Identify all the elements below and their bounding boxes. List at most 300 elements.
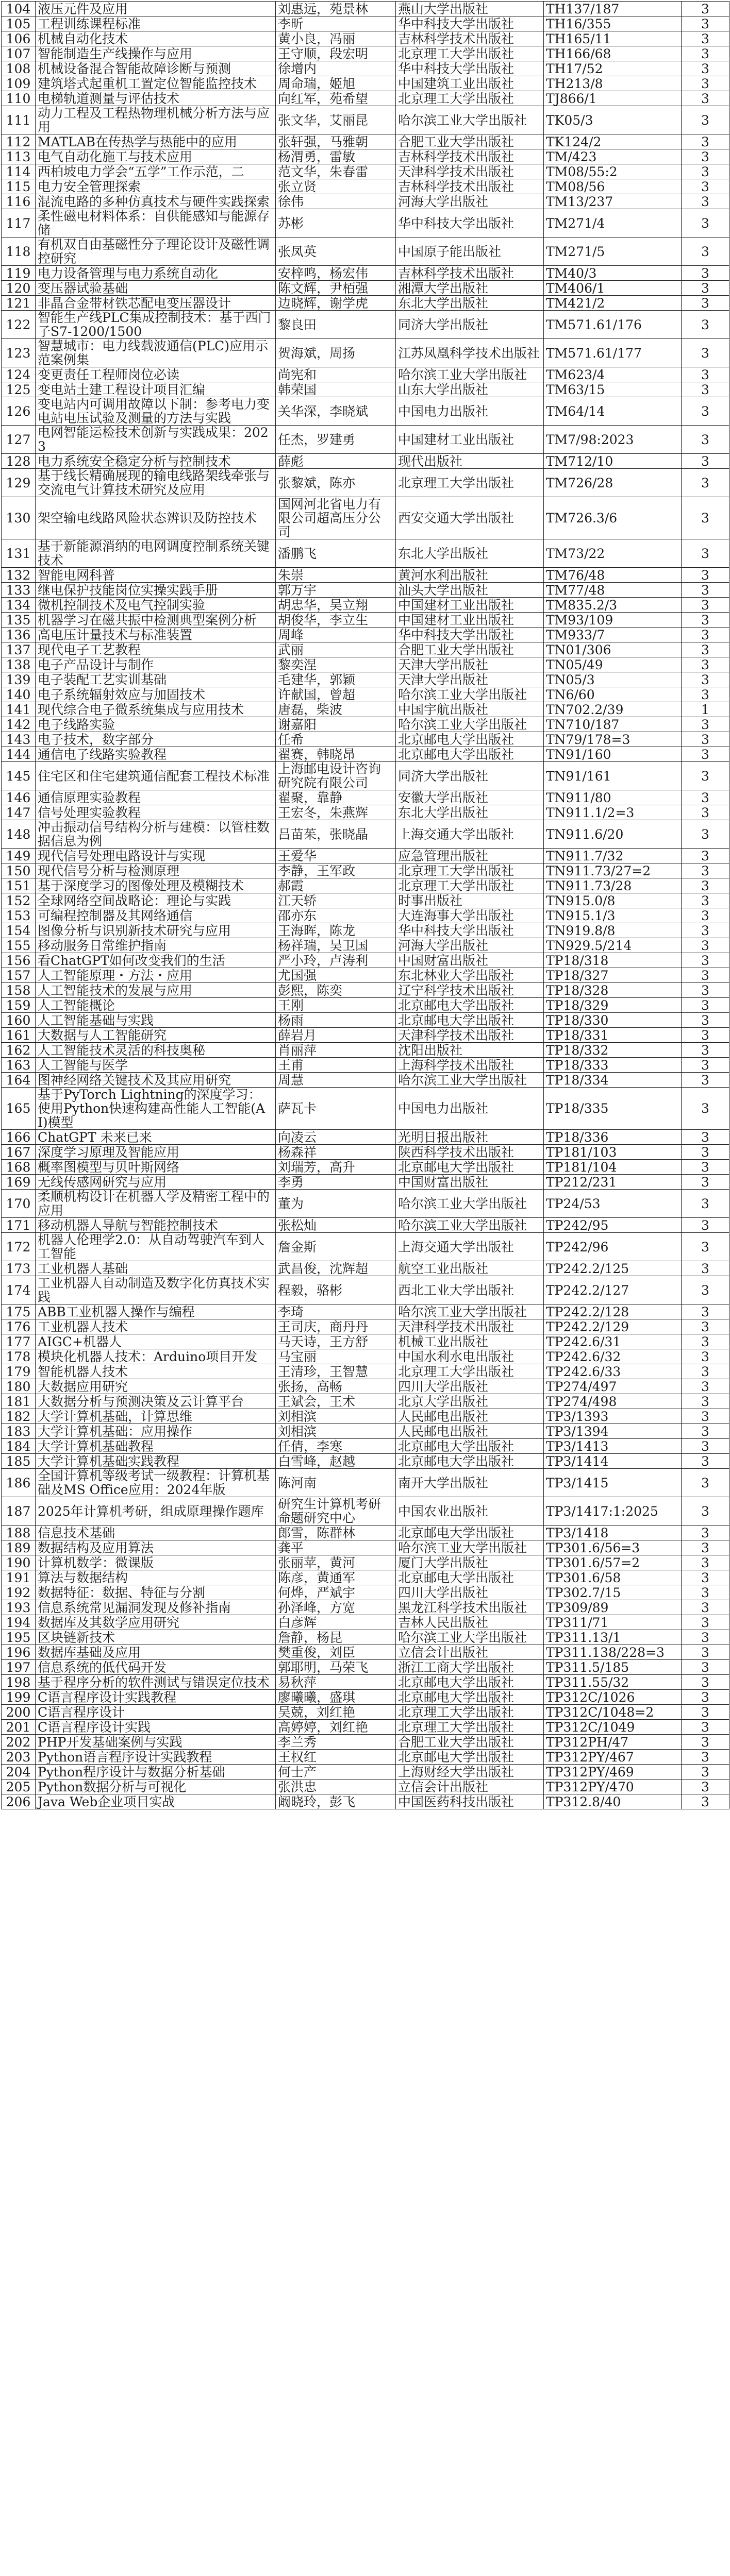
book-quantity-cell: 3 — [682, 311, 729, 339]
book-publisher-cell: 江苏凤凰科学技术出版社 — [396, 339, 544, 367]
book-quantity-cell: 3 — [682, 657, 729, 672]
book-author-cell: 李昕 — [276, 16, 396, 31]
table-row — [2, 134, 729, 149]
book-publisher-cell: 中国建材工业出版社 — [396, 598, 544, 613]
row-number-cell: 113 — [2, 149, 36, 164]
table-row — [2, 1765, 729, 1780]
book-author-cell: 樊重俊，刘臣 — [276, 1645, 396, 1660]
row-number-cell: 123 — [2, 339, 36, 367]
book-author-cell: 徐伟 — [276, 194, 396, 209]
table-row — [2, 938, 729, 953]
book-publisher-cell: 立信会计出版社 — [396, 1780, 544, 1794]
book-call-number-cell: TP3/1414 — [544, 1454, 682, 1469]
book-quantity-cell: 3 — [682, 61, 729, 76]
table-row — [2, 863, 729, 878]
book-author-cell: 李兰秀 — [276, 1735, 396, 1750]
table-row — [2, 878, 729, 893]
book-quantity-cell: 3 — [682, 2, 729, 16]
row-number-cell: 181 — [2, 1394, 36, 1409]
book-call-number-cell: TM63/15 — [544, 382, 682, 397]
book-author-cell: 向红军，苑希望 — [276, 91, 396, 106]
book-quantity-cell: 3 — [682, 1261, 729, 1276]
table-row — [2, 762, 729, 790]
table-row — [2, 923, 729, 938]
row-number-cell: 152 — [2, 893, 36, 908]
book-publisher-cell: 北京邮电大学出版社 — [396, 1570, 544, 1585]
book-title-cell: 住宅区和住宅建筑通信配套工程技术标准 — [36, 762, 276, 790]
book-quantity-cell: 3 — [682, 149, 729, 164]
book-quantity-cell: 3 — [682, 747, 729, 762]
book-author-cell: 谢嘉阳 — [276, 717, 396, 732]
book-title-cell: 智能电网科普 — [36, 568, 276, 583]
table-row — [2, 497, 729, 539]
book-publisher-cell: 燕山大学出版社 — [396, 2, 544, 16]
row-number-cell: 157 — [2, 968, 36, 983]
book-call-number-cell: TN915.0/8 — [544, 893, 682, 908]
book-quantity-cell: 3 — [682, 469, 729, 497]
book-publisher-cell: 上海交通大学出版社 — [396, 1233, 544, 1261]
table-row — [2, 790, 729, 805]
table-row — [2, 2, 729, 16]
book-quantity-cell: 3 — [682, 820, 729, 849]
row-number-cell: 156 — [2, 953, 36, 968]
book-call-number-cell: TP312PY/469 — [544, 1765, 682, 1780]
book-call-number-cell: TM13/237 — [544, 194, 682, 209]
table-row — [2, 209, 729, 238]
row-number-cell: 189 — [2, 1540, 36, 1555]
book-quantity-cell: 3 — [682, 762, 729, 790]
book-author-cell: 王斌会，王术 — [276, 1394, 396, 1409]
row-number-cell: 116 — [2, 194, 36, 209]
book-publisher-cell: 吉林人民出版社 — [396, 1615, 544, 1630]
book-quantity-cell: 3 — [682, 426, 729, 454]
book-author-cell: 廖曦曦，盛琪 — [276, 1690, 396, 1705]
book-publisher-cell: 吉林科学技术出版社 — [396, 149, 544, 164]
row-number-cell: 124 — [2, 367, 36, 382]
book-author-cell: 王权红 — [276, 1750, 396, 1765]
book-author-cell: 张洪忠 — [276, 1780, 396, 1794]
table-row — [2, 1750, 729, 1765]
book-title-cell: 现代综合电子微系统集成与应用技术 — [36, 702, 276, 717]
book-author-cell: 张轩强，马雅朝 — [276, 134, 396, 149]
row-number-cell: 178 — [2, 1349, 36, 1364]
table-row — [2, 1233, 729, 1261]
row-number-cell: 129 — [2, 469, 36, 497]
book-title-cell: 建筑塔式起重机工置定位智能监控技术 — [36, 76, 276, 91]
book-title-cell: 动力工程及工程热物理机械分析方法与应用 — [36, 106, 276, 134]
book-quantity-cell: 3 — [682, 296, 729, 311]
table-row — [2, 1705, 729, 1720]
row-number-cell: 183 — [2, 1424, 36, 1439]
book-quantity-cell: 3 — [682, 923, 729, 938]
book-call-number-cell: TP312C/1026 — [544, 1690, 682, 1705]
book-call-number-cell: TP212/231 — [544, 1175, 682, 1190]
book-call-number-cell: TM571.61/176 — [544, 311, 682, 339]
book-title-cell: C语言程序设计 — [36, 1705, 276, 1720]
row-number-cell: 206 — [2, 1794, 36, 1809]
table-row — [2, 747, 729, 762]
book-call-number-cell: TP18/335 — [544, 1088, 682, 1130]
book-author-cell: 何士产 — [276, 1765, 396, 1780]
table-row — [2, 1394, 729, 1409]
book-title-cell: 信号处理实验教程 — [36, 805, 276, 820]
book-author-cell: 王司庆，商丹丹 — [276, 1319, 396, 1334]
row-number-cell: 177 — [2, 1334, 36, 1349]
table-row — [2, 454, 729, 469]
book-call-number-cell: TP311.55/32 — [544, 1675, 682, 1690]
book-quantity-cell: 3 — [682, 1585, 729, 1600]
book-publisher-cell: 东北大学出版社 — [396, 539, 544, 568]
book-call-number-cell: TM271/4 — [544, 209, 682, 238]
book-author-cell: 研究生计算机考研命题研究中心 — [276, 1497, 396, 1526]
book-call-number-cell: TM933/7 — [544, 628, 682, 642]
book-quantity-cell: 3 — [682, 367, 729, 382]
book-quantity-cell: 3 — [682, 893, 729, 908]
book-title-cell: 大学计算机基础，计算思维 — [36, 1409, 276, 1424]
table-row — [2, 1043, 729, 1058]
table-row — [2, 1690, 729, 1705]
book-publisher-cell: 中国电力出版社 — [396, 397, 544, 426]
book-publisher-cell: 立信会计出版社 — [396, 1645, 544, 1660]
book-title-cell: 人工智能概论 — [36, 998, 276, 1013]
row-number-cell: 174 — [2, 1276, 36, 1304]
book-publisher-cell: 哈尔滨工业大学出版社 — [396, 367, 544, 382]
row-number-cell: 118 — [2, 238, 36, 266]
book-call-number-cell: TN79/178=3 — [544, 732, 682, 747]
book-title-cell: 人工智能与医学 — [36, 1058, 276, 1073]
book-title-cell: 现代电子工艺教程 — [36, 642, 276, 657]
book-call-number-cell: TP18/332 — [544, 1043, 682, 1058]
book-call-number-cell: TP312C/1048=2 — [544, 1705, 682, 1720]
book-quantity-cell: 3 — [682, 849, 729, 863]
book-call-number-cell: TP242/96 — [544, 1233, 682, 1261]
table-row — [2, 1218, 729, 1233]
book-publisher-cell: 航空工业出版社 — [396, 1261, 544, 1276]
book-quantity-cell: 3 — [682, 1794, 729, 1809]
book-author-cell: 陈彦，黄通军 — [276, 1570, 396, 1585]
book-publisher-cell: 时事出版社 — [396, 893, 544, 908]
book-call-number-cell: TH213/8 — [544, 76, 682, 91]
book-publisher-cell: 应急管理出版社 — [396, 849, 544, 863]
book-call-number-cell: TK124/2 — [544, 134, 682, 149]
book-title-cell: 图像分析与识别新技术研究与应用 — [36, 923, 276, 938]
book-call-number-cell: TP312.8/40 — [544, 1794, 682, 1809]
book-author-cell: 杨森祥 — [276, 1145, 396, 1160]
book-title-cell: 继电保护技能岗位实操实践手册 — [36, 583, 276, 598]
row-number-cell: 171 — [2, 1218, 36, 1233]
book-title-cell: 数据特征：数据、特征与分割 — [36, 1585, 276, 1600]
book-quantity-cell: 3 — [682, 672, 729, 687]
book-publisher-cell: 哈尔滨工业大学出版社 — [396, 106, 544, 134]
book-author-cell: 向凌云 — [276, 1130, 396, 1145]
table-row — [2, 717, 729, 732]
table-row — [2, 583, 729, 598]
table-row — [2, 1600, 729, 1615]
book-title-cell: 信息系统的低代码开发 — [36, 1660, 276, 1675]
book-title-cell: 电子装配工艺实训基础 — [36, 672, 276, 687]
book-call-number-cell: TM421/2 — [544, 296, 682, 311]
book-author-cell: 詹静，杨昆 — [276, 1630, 396, 1645]
book-title-cell: 数据库及其数学应用研究 — [36, 1615, 276, 1630]
book-publisher-cell: 北京理工大学出版社 — [396, 1720, 544, 1735]
book-call-number-cell: TM40/3 — [544, 266, 682, 281]
table-row — [2, 628, 729, 642]
row-number-cell: 159 — [2, 998, 36, 1013]
book-author-cell: 韩荣国 — [276, 382, 396, 397]
book-title-cell: 机器学习在磁共振中检测典型案例分析 — [36, 613, 276, 628]
book-author-cell: 胡忠华，吴立翔 — [276, 598, 396, 613]
book-quantity-cell: 3 — [682, 1690, 729, 1705]
book-publisher-cell: 中国财富出版社 — [396, 1175, 544, 1190]
row-number-cell: 188 — [2, 1526, 36, 1540]
table-row — [2, 805, 729, 820]
book-author-cell: 任希 — [276, 732, 396, 747]
book-author-cell: 王宏冬，朱燕辉 — [276, 805, 396, 820]
book-quantity-cell: 3 — [682, 339, 729, 367]
book-quantity-cell: 3 — [682, 1349, 729, 1364]
book-title-cell: Python数据分析与可视化 — [36, 1780, 276, 1794]
row-number-cell: 104 — [2, 2, 36, 16]
table-row — [2, 31, 729, 46]
book-title-cell: 大数据应用研究 — [36, 1379, 276, 1394]
book-publisher-cell: 中国宇航出版社 — [396, 702, 544, 717]
book-publisher-cell: 光明日报出版社 — [396, 1130, 544, 1145]
book-call-number-cell: TN911.6/20 — [544, 820, 682, 849]
table-row — [2, 61, 729, 76]
table-row — [2, 968, 729, 983]
book-publisher-cell: 北京理工大学出版社 — [396, 469, 544, 497]
row-number-cell: 111 — [2, 106, 36, 134]
book-quantity-cell: 1 — [682, 702, 729, 717]
book-author-cell: 张黎斌，陈亦 — [276, 469, 396, 497]
book-publisher-cell: 合肥工业大学出版社 — [396, 134, 544, 149]
book-title-cell: 智能机器人技术 — [36, 1364, 276, 1379]
book-author-cell: 徐增内 — [276, 61, 396, 76]
row-number-cell: 198 — [2, 1675, 36, 1690]
book-author-cell: 胡俊华，李立生 — [276, 613, 396, 628]
book-publisher-cell: 北京邮电大学出版社 — [396, 1750, 544, 1765]
book-author-cell: 薛彪 — [276, 454, 396, 469]
book-publisher-cell: 黑龙江科学技术出版社 — [396, 1600, 544, 1615]
book-call-number-cell: TM08/55:2 — [544, 164, 682, 179]
book-call-number-cell: TP181/103 — [544, 1145, 682, 1160]
book-publisher-cell: 哈尔滨工业大学出版社 — [396, 1630, 544, 1645]
book-title-cell: 智能制造生产线操作与应用 — [36, 46, 276, 61]
book-author-cell: 白雪峰，赵越 — [276, 1454, 396, 1469]
book-publisher-cell: 北京理工大学出版社 — [396, 878, 544, 893]
book-publisher-cell: 西北工业大学出版社 — [396, 1276, 544, 1304]
book-call-number-cell: TP309/89 — [544, 1600, 682, 1615]
book-quantity-cell: 3 — [682, 539, 729, 568]
table-row — [2, 1013, 729, 1028]
book-quantity-cell: 3 — [682, 642, 729, 657]
book-call-number-cell: TP242.6/33 — [544, 1364, 682, 1379]
table-row — [2, 983, 729, 998]
book-publisher-cell: 哈尔滨工业大学出版社 — [396, 717, 544, 732]
table-row — [2, 1780, 729, 1794]
book-call-number-cell: TM623/4 — [544, 367, 682, 382]
book-publisher-cell: 河海大学出版社 — [396, 938, 544, 953]
row-number-cell: 202 — [2, 1735, 36, 1750]
book-title-cell: 深度学习原理及智能应用 — [36, 1145, 276, 1160]
book-title-cell: 人工智能基础与实践 — [36, 1013, 276, 1028]
table-row — [2, 1469, 729, 1497]
table-row — [2, 179, 729, 194]
book-publisher-cell: 合肥工业大学出版社 — [396, 642, 544, 657]
book-call-number-cell: TH165/11 — [544, 31, 682, 46]
book-call-number-cell: TP24/53 — [544, 1190, 682, 1218]
book-author-cell: 高婷婷，刘红艳 — [276, 1720, 396, 1735]
book-call-number-cell: TP311.5/185 — [544, 1660, 682, 1675]
book-publisher-cell: 天津大学出版社 — [396, 657, 544, 672]
table-row — [2, 76, 729, 91]
book-call-number-cell: TN911/80 — [544, 790, 682, 805]
table-row — [2, 539, 729, 568]
book-quantity-cell: 3 — [682, 1439, 729, 1454]
row-number-cell: 133 — [2, 583, 36, 598]
book-call-number-cell: TH17/52 — [544, 61, 682, 76]
book-call-number-cell: TP18/329 — [544, 998, 682, 1013]
table-row — [2, 672, 729, 687]
row-number-cell: 110 — [2, 91, 36, 106]
book-call-number-cell: TP242.6/32 — [544, 1349, 682, 1364]
book-publisher-cell: 同济大学出版社 — [396, 311, 544, 339]
table-row — [2, 1145, 729, 1160]
row-number-cell: 142 — [2, 717, 36, 732]
book-author-cell: 董为 — [276, 1190, 396, 1218]
table-row — [2, 687, 729, 702]
row-number-cell: 203 — [2, 1750, 36, 1765]
book-quantity-cell: 3 — [682, 91, 729, 106]
book-title-cell: 现代信号处理电路设计与实现 — [36, 849, 276, 863]
book-publisher-cell: 东北大学出版社 — [396, 296, 544, 311]
table-row — [2, 149, 729, 164]
book-author-cell: 贺海斌，周扬 — [276, 339, 396, 367]
row-number-cell: 134 — [2, 598, 36, 613]
row-number-cell: 168 — [2, 1160, 36, 1175]
book-publisher-cell: 中国建筑工业出版社 — [396, 76, 544, 91]
book-title-cell: 柔顺机构设计在机器人学及精密工程中的应用 — [36, 1190, 276, 1218]
book-author-cell: 国网河北省电力有限公司超高压分公司 — [276, 497, 396, 539]
book-author-cell: 张扬，高畅 — [276, 1379, 396, 1394]
book-author-cell: 萨瓦卡 — [276, 1088, 396, 1130]
book-author-cell: 杨祥瑞，吴卫国 — [276, 938, 396, 953]
row-number-cell: 109 — [2, 76, 36, 91]
row-number-cell: 192 — [2, 1585, 36, 1600]
book-quantity-cell: 3 — [682, 568, 729, 583]
book-quantity-cell: 3 — [682, 717, 729, 732]
row-number-cell: 127 — [2, 426, 36, 454]
book-publisher-cell: 北京大学出版社 — [396, 1394, 544, 1409]
book-quantity-cell: 3 — [682, 953, 729, 968]
row-number-cell: 186 — [2, 1469, 36, 1497]
book-author-cell: 苏彬 — [276, 209, 396, 238]
book-author-cell: 边晓辉，谢学虎 — [276, 296, 396, 311]
book-author-cell: 易秋萍 — [276, 1675, 396, 1690]
book-call-number-cell: TP312C/1049 — [544, 1720, 682, 1735]
book-title-cell: 模块化机器人技术：Arduino项目开发 — [36, 1349, 276, 1364]
table-row — [2, 732, 729, 747]
book-title-cell: 基于PyTorch Lightning的深度学习：使用Python快速构建高性能人工智能(AI)模型 — [36, 1088, 276, 1130]
book-call-number-cell: TN91/161 — [544, 762, 682, 790]
book-title-cell: 变电站内可调用故障以下制：参考电力变电站电压试验及测量的方法与实践 — [36, 397, 276, 426]
book-call-number-cell: TP242.2/125 — [544, 1261, 682, 1276]
book-call-number-cell: TP311.138/228=3 — [544, 1645, 682, 1660]
book-quantity-cell: 3 — [682, 613, 729, 628]
book-author-cell: 范文华，朱春雷 — [276, 164, 396, 179]
book-call-number-cell: TM571.61/177 — [544, 339, 682, 367]
table-row — [2, 1675, 729, 1690]
table-row — [2, 1497, 729, 1526]
book-call-number-cell: TH16/355 — [544, 16, 682, 31]
book-call-number-cell: TP3/1415 — [544, 1469, 682, 1497]
row-number-cell: 160 — [2, 1013, 36, 1028]
table-row — [2, 1409, 729, 1424]
book-call-number-cell: TP3/1394 — [544, 1424, 682, 1439]
table-row — [2, 1261, 729, 1276]
book-title-cell: 电气自动化施工与技术应用 — [36, 149, 276, 164]
row-number-cell: 180 — [2, 1379, 36, 1394]
book-publisher-cell: 上海科学技术出版社 — [396, 1058, 544, 1073]
book-publisher-cell: 黄河水利出版社 — [396, 568, 544, 583]
book-call-number-cell: TN911.73/28 — [544, 878, 682, 893]
book-call-number-cell: TM726/28 — [544, 469, 682, 497]
book-title-cell: Java Web企业项目实战 — [36, 1794, 276, 1809]
book-author-cell: 杨渭勇，雷敏 — [276, 149, 396, 164]
book-author-cell: 许献国，曾超 — [276, 687, 396, 702]
book-quantity-cell: 3 — [682, 1088, 729, 1130]
book-publisher-cell: 中国财富出版社 — [396, 953, 544, 968]
book-title-cell: 算法与数据结构 — [36, 1570, 276, 1585]
row-number-cell: 147 — [2, 805, 36, 820]
table-row — [2, 908, 729, 923]
table-row — [2, 1615, 729, 1630]
book-call-number-cell: TJ866/1 — [544, 91, 682, 106]
table-row — [2, 568, 729, 583]
table-row — [2, 598, 729, 613]
book-publisher-cell: 北京理工大学出版社 — [396, 863, 544, 878]
book-quantity-cell: 3 — [682, 46, 729, 61]
book-publisher-cell: 北京邮电大学出版社 — [396, 1675, 544, 1690]
row-number-cell: 196 — [2, 1645, 36, 1660]
row-number-cell: 191 — [2, 1570, 36, 1585]
book-call-number-cell: TP181/104 — [544, 1160, 682, 1175]
row-number-cell: 140 — [2, 687, 36, 702]
book-call-number-cell: TM93/109 — [544, 613, 682, 628]
table-row — [2, 1130, 729, 1145]
book-publisher-cell: 大连海事大学出版社 — [396, 908, 544, 923]
row-number-cell: 199 — [2, 1690, 36, 1705]
book-quantity-cell: 3 — [682, 134, 729, 149]
book-title-cell: 计算机数学：微课版 — [36, 1555, 276, 1570]
table-row — [2, 1630, 729, 1645]
book-quantity-cell: 3 — [682, 1028, 729, 1043]
book-quantity-cell: 3 — [682, 908, 729, 923]
row-number-cell: 148 — [2, 820, 36, 849]
book-title-cell: 大学计算机基础实践教程 — [36, 1454, 276, 1469]
row-number-cell: 114 — [2, 164, 36, 179]
row-number-cell: 141 — [2, 702, 36, 717]
table-row — [2, 1660, 729, 1675]
book-call-number-cell: TP301.6/58 — [544, 1570, 682, 1585]
book-call-number-cell: TP242.2/129 — [544, 1319, 682, 1334]
table-row — [2, 367, 729, 382]
table-row — [2, 1276, 729, 1304]
table-row — [2, 998, 729, 1013]
book-quantity-cell: 3 — [682, 1469, 729, 1497]
book-publisher-cell: 人民邮电出版社 — [396, 1409, 544, 1424]
book-quantity-cell: 3 — [682, 31, 729, 46]
